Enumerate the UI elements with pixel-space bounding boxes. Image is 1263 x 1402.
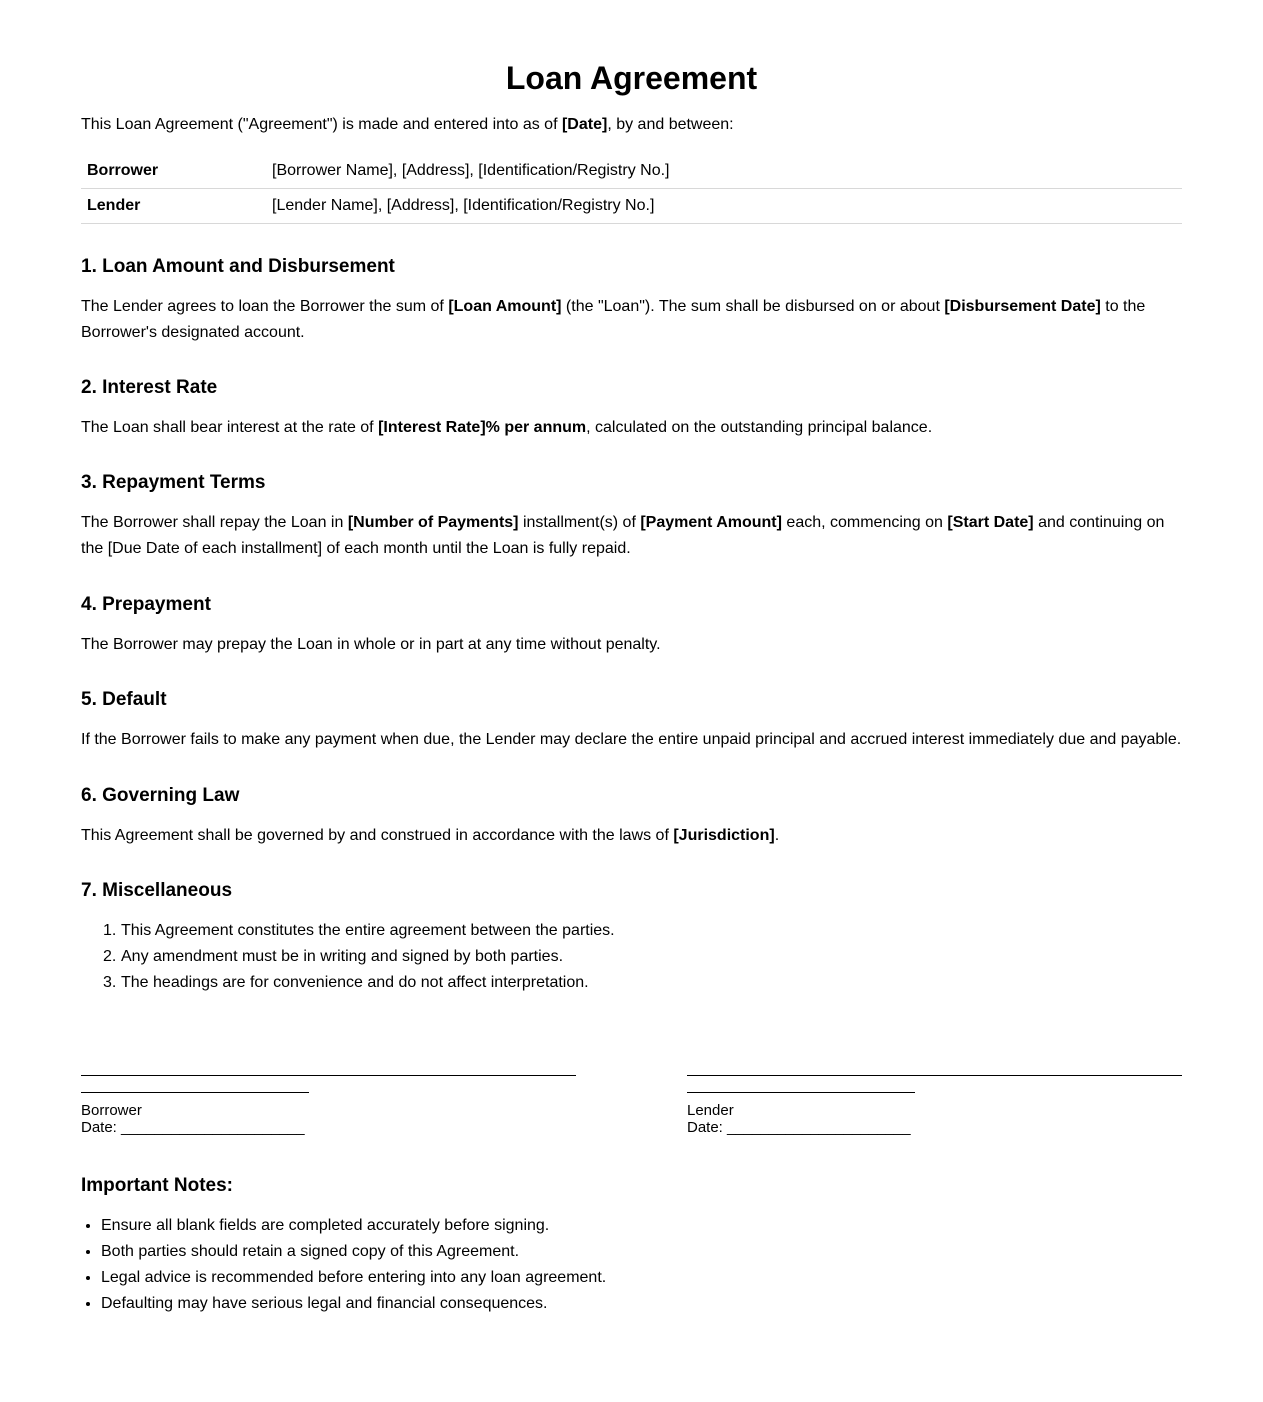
- list-number: 3.: [103, 974, 117, 991]
- table-row: [81, 154, 1182, 189]
- list-text: The headings are for convenience and do not affect interpretation.: [121, 974, 589, 991]
- document-title: Loan Agreement: [505, 60, 758, 96]
- placeholder-field: [Jurisdiction]: [673, 827, 775, 844]
- party-details: [Lender Name], [Address], [Identification/Registry No.]: [266, 189, 1182, 224]
- section-text: The Borrower shall repay the Loan in: [81, 514, 348, 531]
- borrower-label: Borrower: [81, 1102, 142, 1119]
- borrower-signature-line[interactable]: [81, 1075, 576, 1076]
- lender-signature-block: [687, 1092, 915, 1136]
- section-text: This Agreement shall be governed by and construed in accordance with the laws of: [81, 827, 674, 844]
- parties-table: [81, 154, 1182, 224]
- section-text: The Lender agrees to loan the Borrower the sum of: [81, 298, 449, 315]
- placeholder-field: [Disbursement Date]: [944, 298, 1101, 315]
- party-details: [Borrower Name], [Address], [Identification/Registry No.]: [266, 154, 1182, 189]
- list-item: • Ensure all blank fields are completed accurately before signing.: [101, 1213, 1182, 1239]
- party-role: Borrower: [81, 154, 266, 189]
- signature-divider: [81, 1092, 309, 1093]
- list-item: [81, 918, 615, 944]
- section-heading: 5. Default: [81, 689, 167, 710]
- lender-date[interactable]: Date: ______________________: [687, 1119, 911, 1136]
- section-paragraph: The Borrower may prepay the Loan in whole or in part at any time without penalty.: [81, 636, 661, 653]
- section-text: .: [774, 827, 780, 844]
- section-heading: 2. Interest Rate: [81, 377, 218, 398]
- list-number: 1.: [103, 922, 117, 939]
- list-item: • Defaulting may have serious legal and financial consequences.: [101, 1291, 1182, 1317]
- section-text: installment(s) of: [518, 514, 641, 531]
- table-row: [81, 189, 1182, 224]
- intro-paragraph: [81, 115, 734, 135]
- list-item: [81, 970, 615, 996]
- party-role: Lender: [81, 189, 266, 224]
- section-paragraph: [81, 510, 1182, 562]
- lender-label: Lender: [687, 1102, 734, 1119]
- list-item: [81, 944, 615, 970]
- intro-date: [Date]: [561, 116, 608, 133]
- section-heading: 7. Miscellaneous: [81, 880, 233, 901]
- placeholder-field: [Interest Rate]% per annum: [378, 419, 587, 436]
- borrower-date[interactable]: Date: ______________________: [81, 1119, 305, 1136]
- placeholder-field: [Number of Payments]: [347, 514, 519, 531]
- list-number: 2.: [103, 948, 117, 965]
- miscellaneous-list: [81, 918, 615, 996]
- section-text: to the Borrower's designated account.: [81, 298, 1146, 341]
- section-text: (the "Loan"). The sum shall be disbursed on or about: [561, 298, 945, 315]
- notes-heading: Important Notes:: [81, 1175, 233, 1196]
- section-text: each, commencing on: [781, 514, 948, 531]
- lender-signature-line[interactable]: [687, 1075, 1182, 1076]
- placeholder-field: [Loan Amount]: [448, 298, 562, 315]
- borrower-signature-block: [81, 1092, 309, 1136]
- intro-suffix: , by and between:: [607, 116, 734, 133]
- section-paragraph: [81, 294, 1182, 346]
- placeholder-field: [Start Date]: [947, 514, 1034, 531]
- section-heading: 3. Repayment Terms: [81, 472, 266, 493]
- notes-container: [81, 1213, 1182, 1312]
- signature-divider: [687, 1092, 915, 1093]
- list-text: This Agreement constitutes the entire agreement between the parties.: [121, 922, 615, 939]
- list-text: Any amendment must be in writing and signed by both parties.: [121, 948, 564, 965]
- notes-list: [81, 1213, 1182, 1317]
- section-paragraph: [81, 415, 1182, 441]
- section-heading: 6. Governing Law: [81, 785, 240, 806]
- section-paragraph: If the Borrower fails to make any payment when due, the Lender may declare the entire unpaid principal and accrued interest immediately due and payable.: [81, 731, 1182, 748]
- section-heading: 1. Loan Amount and Disbursement: [81, 256, 395, 277]
- section-text: The Loan shall bear interest at the rate of: [81, 419, 379, 436]
- section-text: and continuing on the [Due Date of each installment] of each month until the Loan is fully repaid.: [81, 514, 1165, 557]
- list-item: • Legal advice is recommended before entering into any loan agreement.: [101, 1265, 1182, 1291]
- placeholder-field: [Payment Amount]: [640, 514, 782, 531]
- intro-prefix: This Loan Agreement ("Agreement") is made and entered into as of: [81, 116, 562, 133]
- section-text: , calculated on the outstanding principal balance.: [586, 419, 933, 436]
- section-heading: 4. Prepayment: [81, 594, 211, 615]
- section-paragraph: [81, 823, 1182, 849]
- list-item: • Both parties should retain a signed copy of this Agreement.: [101, 1239, 1182, 1265]
